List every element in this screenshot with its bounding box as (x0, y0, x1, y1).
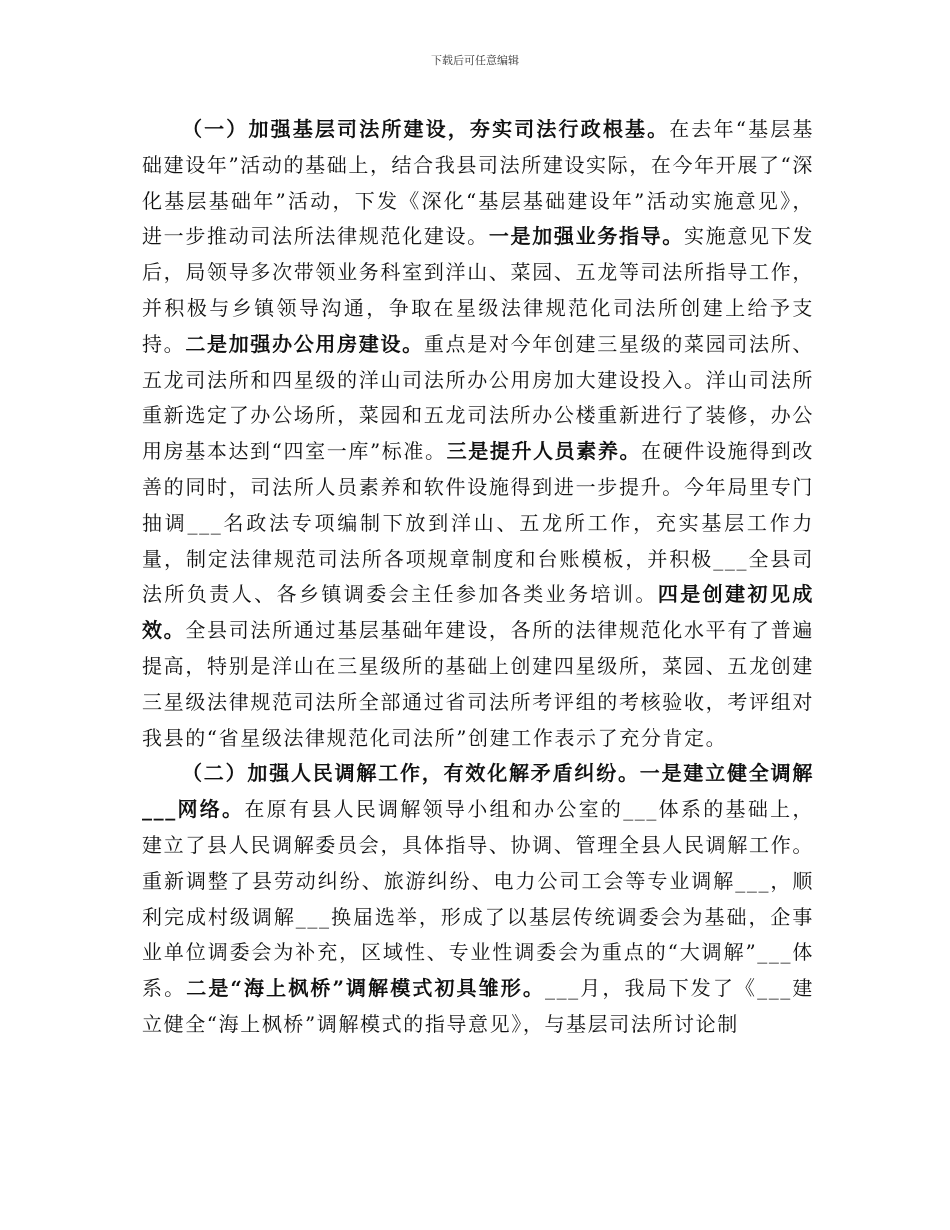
point-heading: 一是加强业务指导。 (488, 224, 684, 249)
paragraph-text: 在硬件设施得到改善的同时，司法所人员素养和软件设施得到进一步提升。今年局里专门抽调___名政法专项编制下放到洋山、五龙所工作，充实基层工作力量，制定法律规范司法所各项规章制度和台账模板，并积极___全县司法所负责人、各乡镇调委会主任参加各类业务培训。 (142, 439, 814, 607)
paragraph-text: 重点是对今年创建三星级的菜园司法所、五龙司法所和四星级的洋山司法所办公用房加大建设投入。洋山司法所重新选定了办公场所，菜园和五龙司法所办公楼重新进行了装修，办公用房基本达到“四室一库”标准。 (142, 331, 814, 464)
paragraph-1 (142, 112, 814, 756)
paragraph-text: 全县司法所通过基层基础年建设，各所的法律规范化水平有了普遍提高，特别是洋山在三星级所的基础上创建四星级所，菜园、五龙创建三星级法律规范司法所全部通过省司法所考评组的考核验收，考评组对我县的“省星级法律规范化司法所”创建工作表示了充分肯定。 (142, 618, 814, 750)
document-body (142, 112, 814, 1043)
paragraph-text: 实施意见下发后，局领导多次带领业务科室到洋山、菜园、五龙等司法所指导工作，并积极与乡镇领导沟通，争取在星级法律规范化司法所创建上给予支持。 (142, 224, 814, 356)
section-heading: （二）加强人民调解工作，有效化解矛盾纠纷。一是建立健全调解___网络。 (142, 761, 814, 822)
paragraph-text: 在去年“基层基础建设年”活动的基础上，结合我县司法所建设实际，在今年开展了“深化基层基础年”活动，下发《深化“基层基础建设年”活动实施意见》，进一步推动司法所法律规范化建设。 (142, 117, 814, 249)
paragraph-2 (142, 756, 814, 1042)
point-heading: 二是“海上枫桥”调解模式初具雏形。 (186, 976, 545, 1001)
paragraph-text: 在原有县人民调解领导小组和办公室的___体系的基础上，建立了县人民调解委员会，具体指导、协调、管理全县人民调解工作。重新调整了县劳动纠纷、旅游纠纷、电力公司工会等专业调解___，顺利完成村级调解___换届选举，形成了以基层传统调委会为基础，企事业单位调委会为补充，区域性、专业性调委会为重点的“大调解”___体系。 (142, 797, 814, 1001)
section-heading: （一）加强基层司法所建设，夯实司法行政根基。 (182, 117, 670, 141)
paragraph-text: ___月，我局下发了《___建立健全“海上枫桥”调解模式的指导意见》，与基层司法所讨论制 (142, 976, 815, 1036)
point-heading: 三是提升人员素养。 (446, 439, 642, 464)
point-heading: 二是加强办公用房建设。 (185, 331, 424, 356)
point-heading: 四是创建初见成效。 (142, 582, 814, 643)
page-header: 下载后可任意编辑 (431, 54, 519, 67)
